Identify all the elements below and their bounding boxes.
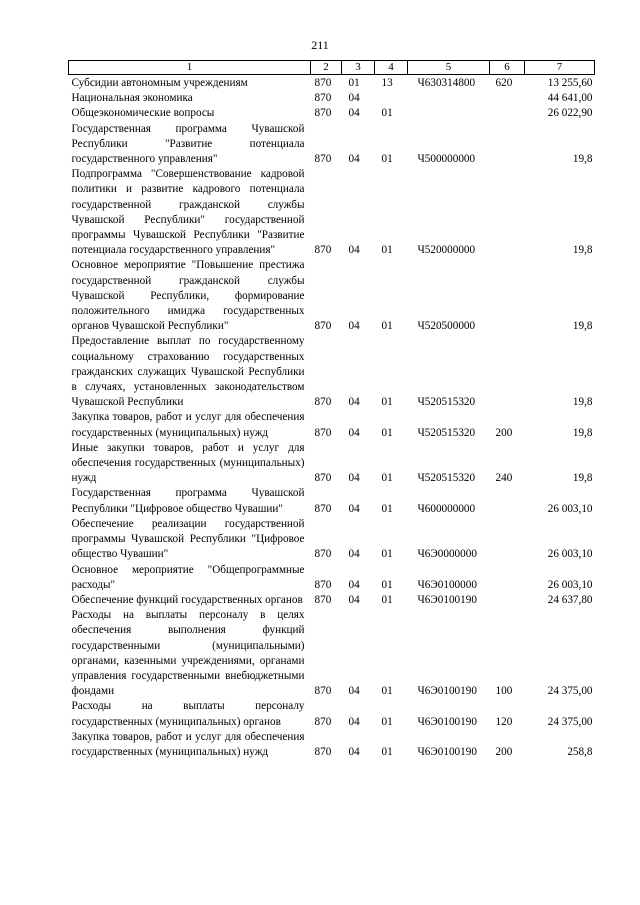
row-sum: 24 375,00 [547,685,593,698]
row-cs-code: Ч6Э0100190 [417,715,477,728]
row-pr-code: 01 [381,244,393,257]
row-pr-code: 01 [381,745,393,758]
row-name: Субсидии автономным учреждениям [71,77,248,89]
table-row [69,563,595,593]
row-pr-code: 01 [381,502,393,515]
table-row [69,106,595,121]
row-name: Закупка товаров, работ и услуг для обеспечения государственных (муниципальных) нужд [71,411,305,439]
header-col-6: 6 [490,61,525,75]
row-pr-code: 01 [381,153,393,166]
header-col-3: 3 [342,61,375,75]
row-name: Обеспечение реализации государственной программы Чувашской Республики "Цифровое общество Чувашии" [71,517,305,561]
row-name: Основное мероприятие "Общепрограммные расходы" [71,563,305,591]
row-gr-code: 870 [314,548,332,561]
row-rz-code: 04 [348,472,360,485]
row-sum: 44 641,00 [547,92,593,105]
row-sum: 19,8 [572,244,593,257]
table-row [69,167,595,258]
row-pr-code: 01 [381,685,393,698]
row-rz-code: 04 [348,502,360,515]
row-name: Основное мероприятие "Повышение престижа государственной гражданской службы Чувашской Республики, формирование положительного имиджа государственных органов Чувашской Республики" [71,259,305,333]
row-rz-code: 04 [348,548,360,561]
row-gr-code: 870 [314,502,332,515]
row-rz-code: 04 [348,745,360,758]
table-row [69,258,595,334]
row-cs-code: Ч6Э0000000 [417,548,477,561]
row-sum: 26 003,10 [547,502,593,515]
row-sum: 26 003,10 [547,578,593,591]
row-vr-code [490,122,525,168]
row-pr-code: 01 [381,396,393,409]
row-gr-code: 870 [314,745,332,758]
row-vr-code: 120 [495,715,513,728]
row-cs-code: Ч6Э0100000 [417,578,477,591]
row-cs-code: Ч520515320 [417,396,476,409]
row-vr-code: 240 [495,472,513,485]
row-pr-code: 01 [381,426,393,439]
row-sum: 24 637,80 [547,593,593,606]
row-sum: 19,8 [572,320,593,333]
row-vr-code: 200 [495,426,513,439]
table-row [69,593,595,608]
row-pr-code: 01 [381,578,393,591]
row-vr-code [490,91,525,106]
row-sum: 19,8 [572,472,593,485]
row-vr-code [490,334,525,410]
table-row [69,122,595,168]
row-vr-code [490,486,525,516]
row-pr-code: 01 [381,548,393,561]
table-row [69,91,595,106]
row-cs-code: Ч6Э0100190 [417,745,477,758]
row-cs-code [408,91,490,106]
table-row [69,75,595,92]
header-col-1: 1 [69,61,311,75]
row-cs-code: Ч520500000 [417,320,476,333]
row-cs-code: Ч520515320 [417,426,476,439]
row-vr-code [490,563,525,593]
row-vr-code: 200 [495,745,513,758]
table-row [69,608,595,699]
row-sum: 19,8 [572,153,593,166]
row-sum: 26 003,10 [547,548,593,561]
table-row [69,441,595,487]
row-name: Обеспечение функций государственных органов [71,593,303,606]
row-sum: 26 022,90 [547,107,593,120]
row-gr-code: 870 [314,92,332,105]
table-row [69,486,595,516]
row-sum: 258,8 [567,745,593,758]
row-pr-code: 13 [381,77,393,89]
row-cs-code: Ч630314800 [417,77,476,89]
table-row [69,334,595,410]
row-rz-code: 04 [348,578,360,591]
row-sum: 19,8 [572,426,593,439]
header-col-2: 2 [311,61,342,75]
row-cs-code: Ч520515320 [417,472,476,485]
row-name: Предоставление выплат по государственному социальному страхованию государственных гражданских служащих Чувашской Республики в случаях, установленных законодательством Чувашской Республики [71,335,305,409]
row-cs-code: Ч500000000 [417,153,476,166]
table-body [69,75,595,761]
row-pr-code: 01 [381,593,393,606]
row-name: Государственная программа Чувашской Республики "Развитие потенциала государственного управления" [71,122,305,166]
table-header-row [69,61,595,75]
row-gr-code: 870 [314,320,332,333]
row-cs-code: Ч6Э0100190 [417,593,477,606]
row-name: Расходы на выплаты персоналу в целях обеспечения выполнения функций государственными (муниципальными) органами, казенными учреждениями, органами управления государственными внебюджетными фондами [71,609,305,698]
row-pr-code [375,91,408,106]
row-gr-code: 870 [314,153,332,166]
row-rz-code: 04 [348,244,360,257]
row-rz-code: 04 [348,593,360,606]
table-row [69,699,595,729]
row-gr-code: 870 [314,685,332,698]
row-gr-code: 870 [314,107,332,120]
row-name: Иные закупки товаров, работ и услуг для обеспечения государственных (муниципальных) нужд [71,441,305,485]
row-pr-code: 01 [381,107,393,120]
row-rz-code: 04 [348,715,360,728]
row-sum: 24 375,00 [547,715,593,728]
row-gr-code: 870 [314,593,332,606]
row-vr-code [490,106,525,121]
budget-table [68,60,595,760]
row-rz-code: 04 [348,426,360,439]
row-rz-code: 04 [348,107,360,120]
header-col-5: 5 [408,61,490,75]
row-vr-code [490,593,525,608]
row-vr-code [490,258,525,334]
row-gr-code: 870 [314,715,332,728]
row-sum: 19,8 [572,396,593,409]
row-vr-code [490,167,525,258]
row-vr-code: 620 [495,77,513,89]
row-cs-code: Ч520000000 [417,244,476,257]
table-row [69,730,595,760]
row-name: Государственная программа Чувашской Республики "Цифровое общество Чувашии" [71,487,305,515]
table-row [69,517,595,563]
row-rz-code: 04 [348,320,360,333]
row-name: Национальная экономика [71,92,193,105]
header-col-7: 7 [525,61,595,75]
row-sum: 13 255,60 [547,77,593,89]
row-name: Общеэкономические вопросы [71,107,215,120]
row-pr-code: 01 [381,472,393,485]
page-number: 211 [311,38,329,52]
header-col-4: 4 [375,61,408,75]
row-pr-code: 01 [381,320,393,333]
row-cs-code: Ч600000000 [417,502,476,515]
row-rz-code: 01 [348,77,360,89]
row-name: Расходы на выплаты персоналу государственных (муниципальных) органов [71,700,305,728]
row-name: Подпрограмма "Совершенствование кадровой политики и развитие кадрового потенциала государственной гражданской службы Чувашской Республики" государственной программы Чувашской Республики "Развитие потенциала государственного управления" [71,168,305,257]
row-cs-code: Ч6Э0100190 [417,685,477,698]
row-gr-code: 870 [314,77,332,89]
row-vr-code [490,517,525,563]
row-rz-code: 04 [348,92,360,105]
row-gr-code: 870 [314,578,332,591]
row-name: Закупка товаров, работ и услуг для обеспечения государственных (муниципальных) нужд [71,730,305,758]
row-rz-code: 04 [348,153,360,166]
row-vr-code: 100 [495,685,513,698]
row-gr-code: 870 [314,244,332,257]
row-cs-code [408,106,490,121]
table-row [69,410,595,440]
row-rz-code: 04 [348,685,360,698]
row-gr-code: 870 [314,426,332,439]
row-rz-code: 04 [348,396,360,409]
row-pr-code: 01 [381,715,393,728]
row-gr-code: 870 [314,472,332,485]
row-gr-code: 870 [314,396,332,409]
